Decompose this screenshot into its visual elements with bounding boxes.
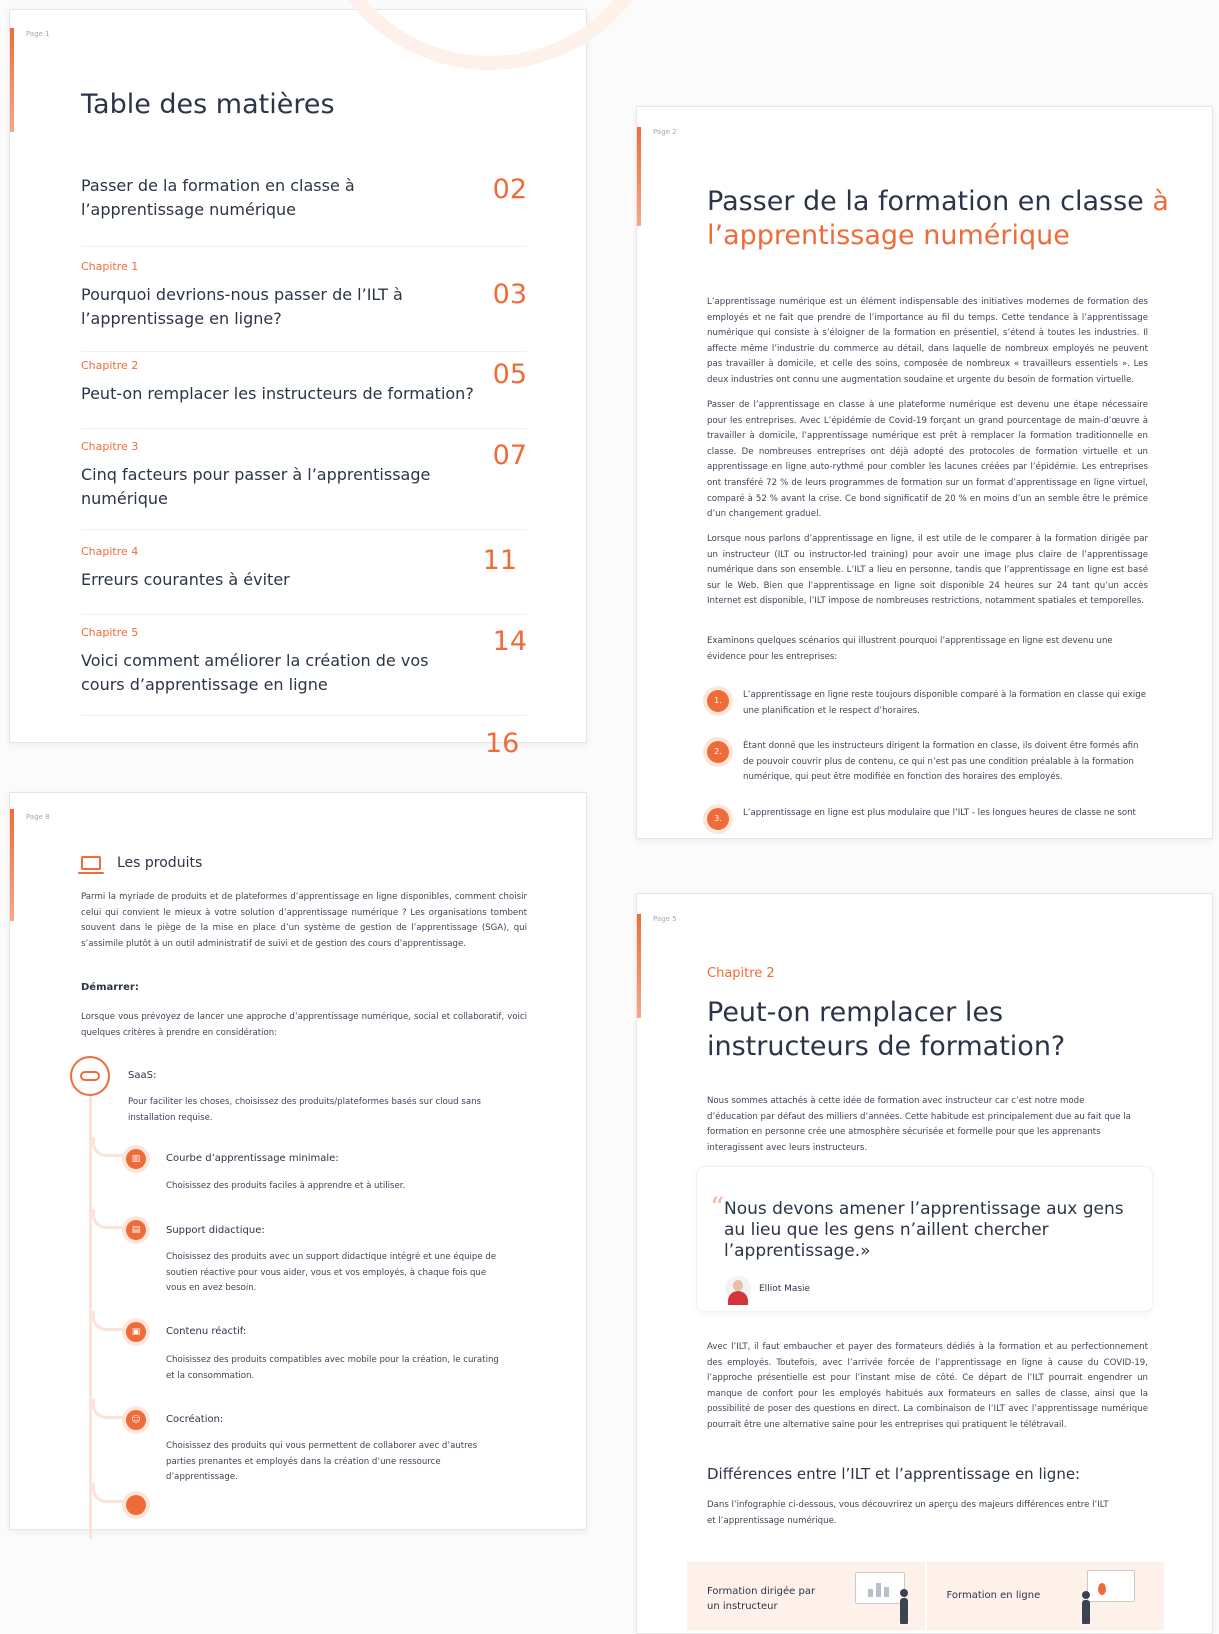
- paragraph: Examinons quelques scénarios qui illustrent pourquoi l’apprentissage en ligne est devenu une évidence pour les entreprises:: [707, 636, 1113, 662]
- timeline-branch: [92, 1311, 128, 1331]
- comparison-online: [927, 1562, 1165, 1630]
- screen-illustration: [1087, 1570, 1135, 1602]
- toc-entry-page-number: 05: [492, 359, 527, 390]
- toc-entry-text: Voici comment améliorer la création de vos cours d’apprentissage en ligne: [81, 651, 429, 694]
- item-number-badge: 3.: [707, 808, 729, 830]
- criterion-text: Choisissez des produits avec un support didactique intégré et une équipe de soutien réactive pour vous aider, vous et vos employés, à chaque fois que vous en avez besoin.: [166, 1252, 497, 1294]
- decorative-arc: [310, 0, 670, 70]
- toc-entry-intro[interactable]: [81, 174, 527, 247]
- accent-bar: [637, 914, 641, 1018]
- section-header: [81, 855, 202, 871]
- cloud-icon: [80, 1071, 100, 1081]
- page-title: Peut-on remplacer les instructeurs de formation?: [707, 997, 1066, 1062]
- criterion-title: Support didactique:: [166, 1225, 265, 1236]
- next-criterion-icon: [126, 1495, 146, 1515]
- title-accent: l’apprentissage numérique: [707, 220, 1070, 251]
- toc-page: [9, 9, 587, 759]
- laptop-icon: [81, 856, 101, 870]
- paragraph: Lorsque nous parlons d’apprentissage en ligne, il est utile de le comparer à la formation dirigée par un instructeur (ILT ou instructor-led training) pour avoir une image plus claire de l’apprentissage numérique dans son ensemble. L’ILT a lieu en personne, tandis que l’apprentissage en ligne est basé sur le Web. Bien que l’apprentissage en ligne soit disponible 24 heures sur 24 tant qu’un accès Internet est disponible, l’ILT impose de nombreuses restrictions, notamment spatiales et temporelles.: [707, 534, 1148, 607]
- accent-bar: [637, 127, 641, 226]
- paragraph: L’apprentissage numérique est un élément indispensable des initiatives modernes de formation des employés et ne fait que prendre de l’importance au fil du temps. Cette tendance à l’apprentissage numérique qui consiste à s’éloigner de la formation en présentiel, s’étend à toutes les industries. Il affecte même l’industrie du commerce au détail, dans laquelle de nombreux employés ne peuvent pas travailler à domicile, et celle des soins, composée de nombreux « travailleurs essentiels ». Les deux industries ont connu une augmentation soudaine et urgente du besoin de formation virtuelle.: [707, 297, 1148, 385]
- toc-entry-page-number: 03: [492, 279, 527, 310]
- toc-entry-page-number: 11: [482, 545, 517, 576]
- page-label: Page 1: [26, 30, 50, 38]
- toc-entry-chapter-3[interactable]: [81, 440, 527, 530]
- list-item-text: L’apprentissage en ligne est plus modulaire que l’ILT - les longues heures de classe ne sont: [743, 808, 1136, 818]
- timeline-branch: [92, 1137, 128, 1157]
- accent-bar: [10, 809, 14, 921]
- criterion-title: SaaS:: [128, 1070, 157, 1081]
- paragraph: Lorsque vous prévoyez de lancer une approche d’apprentissage numérique, social et collaboratif, voici quelques critères à prendre en considération:: [81, 1012, 527, 1038]
- toc-chapter-label: Chapitre 3: [81, 440, 139, 453]
- accent-bar: [10, 28, 14, 132]
- page-label: Page 8: [26, 813, 50, 821]
- paragraph: Passer de l’apprentissage en classe à une plateforme numérique est devenu une étape nécessaire pour les entreprises. Avec L’épidémie de Covid-19 forçant un grand pourcentage de main-d’œuvre à travailler à domicile, l’apprentissage numérique est prêt à remplacer la formation traditionnelle en classe. De nombreuses entreprises ont déjà adopté des protocoles de formation virtuelle et un apprentissage en ligne auto-rythmé pour combler les lacunes créées par l’épidémie. Les entreprises ont transféré 72 % de leurs programmes de formation sur un format d’apprentissage en ligne virtuel, comparé à 52 % avant la crise. Ce bond significatif de 20 % en moins d’un an semble être le prémice d’un changement graduel.: [707, 400, 1148, 520]
- toc-entry-text: Pourquoi devrions-nous passer de l’ILT à l’apprentissage en ligne?: [81, 285, 403, 328]
- paragraph: Parmi la myriade de produits et de plateformes d’apprentissage en ligne disponibles, comment choisir celui qui convient le mieux à votre solution d’apprentissage numérique ? Les organisations tombent souvent dans le piège de la mise en place d’un système de gestion de l’apprentissage (SGA), qui s’assimile plutôt à un outil administratif de suivi et de gestion des cours d’apprentissage.: [81, 892, 527, 949]
- chapter-2-page: [636, 893, 1213, 1634]
- timeline-branch: [92, 1399, 128, 1419]
- quote-mark-icon: “: [710, 1191, 725, 1224]
- page-title: [707, 185, 1177, 253]
- title-main: Passer de la formation en classe: [707, 186, 1153, 217]
- quote-card: [696, 1166, 1153, 1312]
- book-icon: ▤: [126, 1220, 146, 1240]
- criterion-text: Choisissez des produits qui vous permettent de collaborer avec d’autres parties prenantes et employés dans la création d’une ressource d’apprentissage.: [166, 1441, 478, 1483]
- chart-icon: ▥: [126, 1149, 146, 1169]
- criterion-title: Cocréation:: [166, 1414, 224, 1425]
- criterion-title: Contenu réactif:: [166, 1326, 247, 1337]
- list-item-text: L’apprentissage en ligne reste toujours disponible comparé à la formation en classe qui exige une planification et le respect d’horaires.: [743, 690, 1147, 716]
- toc-chapter-label: Chapitre 1: [81, 260, 139, 273]
- paragraph: Avec l’ILT, il faut embaucher et payer des formateurs dédiés à la formation et au perfectionnement des employés. Toutefois, avec l’arrivée forcée de l’apprentissage en ligne à cause du COVID-19, l’approche présentielle est pour l’instant mise de côté. Ce départ de l’ILT pourrait engendrer un manque de confort pour les employés habitués aux formateurs en salles de classe, ainsi que la possibilité de poser des questions en direct. La combinaison de l’ILT avec l’apprentissage numérique pourrait être une alternative saine pour les entreprises qui pratiquent le télétravail.: [707, 1342, 1148, 1430]
- section-title: Les produits: [117, 855, 203, 871]
- learner-illustration: [1082, 1600, 1090, 1624]
- comparison-label: Formation en ligne: [946, 1590, 1041, 1601]
- page-label: Page 2: [653, 128, 677, 136]
- item-number-badge: 1.: [707, 690, 729, 712]
- timeline-line: [89, 1079, 92, 1539]
- timeline-branch: [92, 1483, 128, 1503]
- devices-icon: ▣: [126, 1322, 146, 1342]
- user-icon: ☺: [126, 1410, 146, 1430]
- toc-entry-page-number: 07: [492, 440, 527, 471]
- quote-author: Elliot Masie: [759, 1284, 811, 1294]
- toc-chapter-label: Chapitre 4: [81, 545, 139, 558]
- chapter-label: Chapitre 2: [707, 966, 775, 981]
- sub-heading: Démarrer:: [81, 982, 139, 993]
- comparison-label: Formation dirigée par un instructeur: [707, 1586, 816, 1612]
- toc-entry-chapter-2[interactable]: [81, 359, 527, 429]
- criterion-text: Choisissez des produits compatibles avec mobile pour la création, le curating et la consommation.: [166, 1355, 499, 1381]
- saas-badge: [70, 1056, 110, 1096]
- toc-next-page-number: 16: [485, 728, 520, 759]
- whiteboard-illustration: [855, 1572, 905, 1604]
- list-item-text: Étant donné que les instructeurs dirigent la formation en classe, ils doivent être formés afin de pouvoir couvrir plus de contenu, ce qui n’est pas une condition préalable à la formation numérique, qui peut être modifiée en fonction des horaires des employés.: [743, 741, 1139, 783]
- instructor-illustration: [900, 1598, 908, 1624]
- paragraph: Dans l’infographie ci-dessous, vous découvrirez un aperçu des majeurs différences entre l’ILT et l’apprentissage numérique.: [707, 1500, 1109, 1526]
- toc-entry-chapter-4[interactable]: [81, 545, 527, 615]
- section-heading: Différences entre l’ILT et l’apprentissage en ligne:: [707, 1465, 1081, 1483]
- toc-title: Table des matières: [81, 89, 335, 120]
- comparison-ilt: [687, 1562, 927, 1630]
- products-page: [9, 792, 587, 1530]
- item-number-badge: 2.: [707, 741, 729, 763]
- toc-entry-page-number: 14: [492, 626, 527, 657]
- toc-chapter-label: Chapitre 5: [81, 626, 139, 639]
- page-label: Page 5: [653, 915, 677, 923]
- timeline-branch: [92, 1209, 128, 1229]
- toc-entry-chapter-5[interactable]: [81, 626, 527, 716]
- comparison-infographic: [687, 1562, 1164, 1630]
- toc-entry-chapter-1[interactable]: [81, 260, 527, 352]
- title-accent: à: [1152, 186, 1169, 217]
- toc-entry-page-number: 02: [492, 174, 527, 205]
- intro-page: [636, 106, 1213, 839]
- avatar: [725, 1276, 751, 1302]
- criterion-text: Pour faciliter les choses, choisissez des produits/plateformes basés sur cloud sans installation requise.: [128, 1097, 482, 1123]
- toc-entry-text: Erreurs courantes à éviter: [81, 570, 290, 589]
- toc-chapter-label: Chapitre 2: [81, 359, 139, 372]
- toc-entry-text: Peut-on remplacer les instructeurs de formation?: [81, 384, 474, 403]
- toc-entry-text: Cinq facteurs pour passer à l’apprentissage numérique: [81, 465, 431, 508]
- toc-entry-text: Passer de la formation en classe à l’apprentissage numérique: [81, 176, 355, 219]
- criterion-title: Courbe d’apprentissage minimale:: [166, 1153, 339, 1164]
- criterion-text: Choisissez des produits faciles à apprendre et à utiliser.: [166, 1181, 406, 1191]
- paragraph: Nous sommes attachés à cette idée de formation avec instructeur car c’est notre mode d’éducation par défaut des milliers d’années. Cette habitude est principalement due au fait que la formation en personne crée une atmosphère sécurisée et formelle pour que les apprenants interagissent avec leurs instructeurs.: [707, 1096, 1131, 1153]
- quote-text: Nous devons amener l’apprentissage aux gens au lieu que les gens n’aillent chercher l’apprentissage.»: [724, 1199, 1124, 1261]
